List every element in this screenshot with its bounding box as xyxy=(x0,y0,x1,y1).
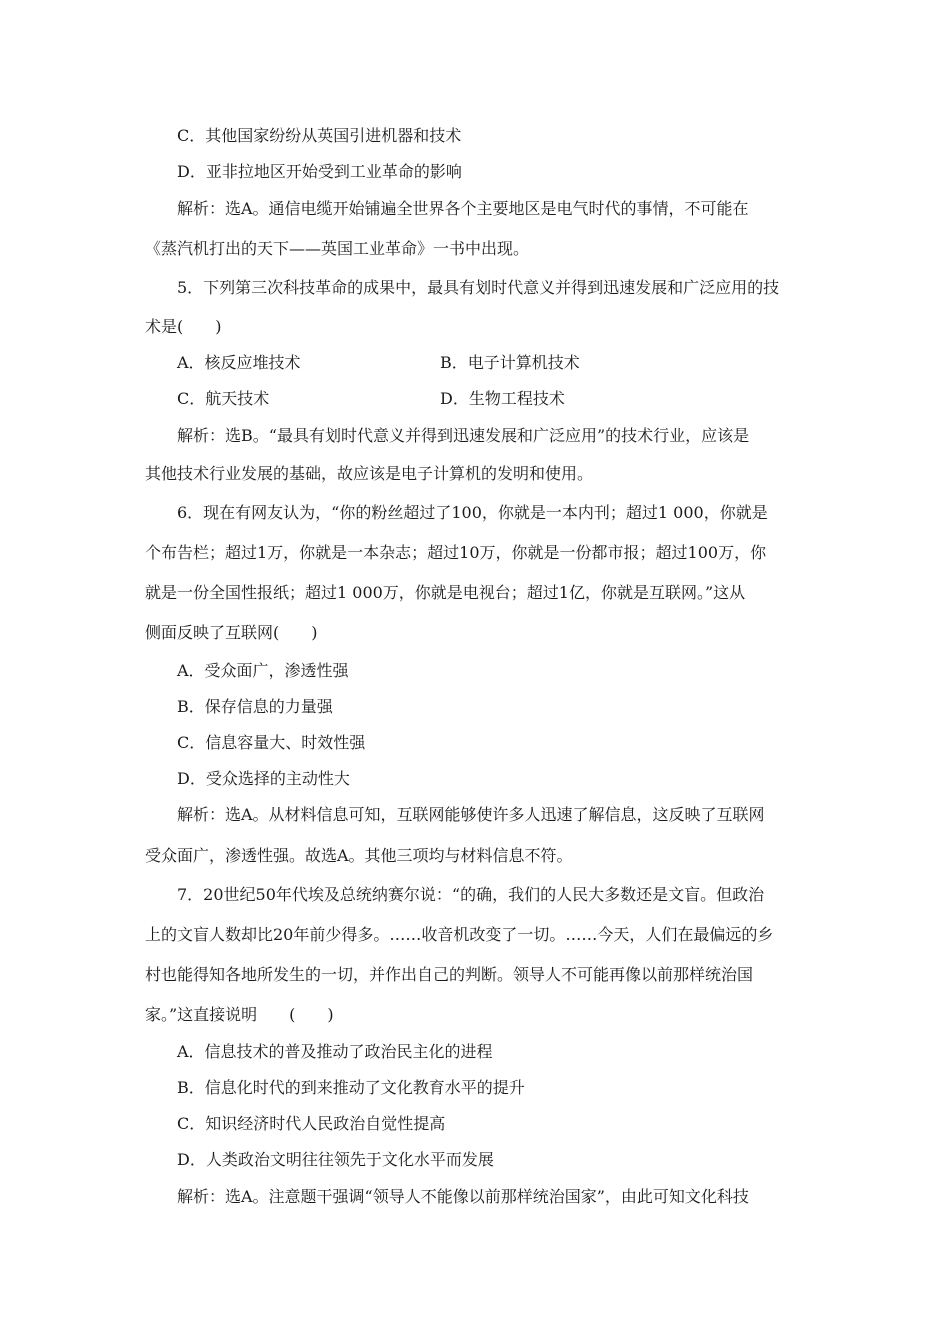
question-6-line3: 就是一份全国性报纸；超过1 000万，你就是电视台；超过1亿，你就是互联网。”这从 xyxy=(145,583,746,602)
question-6-line1: 6．现在有网友认为，“你的粉丝超过了100，你就是一本内刊；超过1 000，你就是 xyxy=(177,503,768,522)
option-d-q7: D．人类政治文明往往领先于文化水平而发展 xyxy=(177,1150,494,1169)
question-5-line1: 5．下列第三次科技革命的成果中，最具有划时代意义并得到迅速发展和广泛应用的技 xyxy=(177,278,780,297)
analysis-q5-line2: 其他技术行业发展的基础，故应该是电子计算机的发明和使用。 xyxy=(145,464,594,483)
option-c-q6: C．信息容量大、时效性强 xyxy=(177,733,366,752)
option-d-q6: D．受众选择的主动性大 xyxy=(177,769,350,788)
analysis-q4-line1: 解析：选A。通信电缆开始铺遍全世界各个主要地区是电气时代的事情，不可能在 xyxy=(177,199,749,218)
question-5-line2: 术是( ) xyxy=(145,317,222,336)
option-b-q6: B．保存信息的力量强 xyxy=(177,697,333,716)
analysis-q6-line2: 受众面广，渗透性强。故选A。其他三项均与材料信息不符。 xyxy=(145,846,573,865)
option-a-q7: A．信息技术的普及推动了政治民主化的进程 xyxy=(177,1042,493,1061)
analysis-q6-line1: 解析：选A。从材料信息可知，互联网能够使许多人迅速了解信息，这反映了互联网 xyxy=(177,805,765,824)
option-b-q7: B．信息化时代的到来推动了文化教育水平的提升 xyxy=(177,1078,525,1097)
question-6-line4: 侧面反映了互联网( ) xyxy=(145,623,318,642)
option-c-q4: C．其他国家纷纷从英国引进机器和技术 xyxy=(177,126,462,145)
analysis-q4-line2: 《蒸汽机打出的天下——英国工业革命》一书中出现。 xyxy=(145,239,530,258)
option-b-q5: B．电子计算机技术 xyxy=(440,353,580,372)
option-d-q5: D．生物工程技术 xyxy=(440,389,565,408)
option-a-q6: A．受众面广，渗透性强 xyxy=(177,661,349,680)
option-c-q7: C．知识经济时代人民政治自觉性提高 xyxy=(177,1114,446,1133)
question-6-line2: 个布告栏；超过1万，你就是一本杂志；超过10万，你就是一份都市报；超过100万，你 xyxy=(145,543,767,562)
option-d-q4: D．亚非拉地区开始受到工业革命的影响 xyxy=(177,162,462,181)
question-7-line1: 7．20世纪50年代埃及总统纳赛尔说：“的确，我们的人民大多数还是文盲。但政治 xyxy=(177,885,765,904)
question-7-line2: 上的文盲人数却比20年前少得多。……收音机改变了一切。……今天，人们在最偏远的乡 xyxy=(145,925,774,944)
analysis-q5-line1: 解析：选B。“最具有划时代意义并得到迅速发展和广泛应用”的技术行业，应该是 xyxy=(177,426,750,445)
option-c-q5: C．航天技术 xyxy=(177,389,270,408)
analysis-q7-line1: 解析：选A。注意题干强调“领导人不能像以前那样统治国家”，由此可知文化科技 xyxy=(177,1187,749,1206)
question-7-line4: 家。”这直接说明 ( ) xyxy=(145,1005,334,1024)
question-7-line3: 村也能得知各地所发生的一切，并作出自己的判断。领导人不可能再像以前那样统治国 xyxy=(145,965,754,984)
option-a-q5: A．核反应堆技术 xyxy=(177,353,301,372)
